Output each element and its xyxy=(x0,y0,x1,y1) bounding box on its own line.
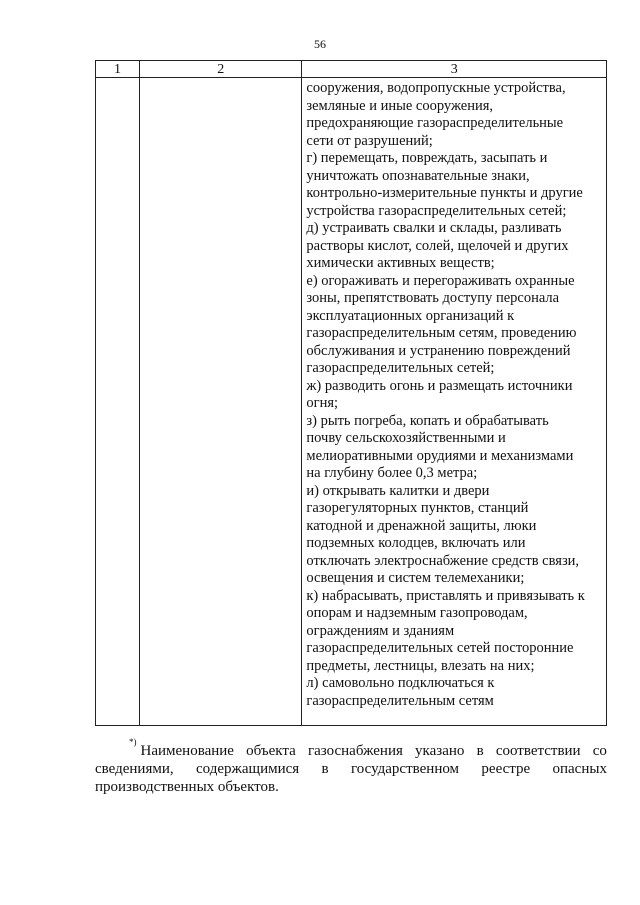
text-line: ограждениям и зданиям xyxy=(306,622,455,639)
footnote-word: со xyxy=(592,743,607,759)
text-line: газораспределительным сетям xyxy=(306,692,494,709)
text-line: сети от разрушений; xyxy=(306,132,433,149)
footnote-word: указано xyxy=(415,743,465,759)
text-line: з) рыть погреба, копать и обрабатывать xyxy=(306,412,549,429)
column-header-1: 1 xyxy=(96,61,140,78)
footnote-word: сведениями, xyxy=(95,761,174,777)
prohibitions-table xyxy=(95,60,607,726)
text-line: сооружения, водопропускные устройства, xyxy=(306,80,566,96)
text-line: устройства газораспределительных сетей; xyxy=(306,202,567,219)
text-line: к) набрасывать, приставлять и привязывать к xyxy=(306,587,585,604)
page-number: 56 xyxy=(314,37,326,51)
text-line: химически активных веществ; xyxy=(306,255,495,271)
text-line: е) огораживать и перегораживать охранные xyxy=(306,272,575,289)
footnote-word: содержащимися xyxy=(195,761,300,777)
text-line: контрольно-измерительные пункты и другие xyxy=(306,185,583,201)
footnote-word: реестре xyxy=(481,761,531,777)
text-line: и) открывать калитки и двери xyxy=(306,482,490,499)
footnote-word: Наименование xyxy=(140,743,234,759)
text-line: обслуживания и устранению повреждений xyxy=(306,342,571,359)
column-header-3: 3 xyxy=(302,61,607,78)
text-line: ж) разводить огонь и размещать источники xyxy=(306,377,573,394)
text-line: катодной и дренажной защиты, люки xyxy=(306,517,537,534)
footnote-word: в xyxy=(476,743,484,759)
footnote-line-1-words xyxy=(141,742,608,760)
column-3-cell xyxy=(302,78,607,726)
footnote-word: объекта xyxy=(246,743,296,759)
footnote-word: в xyxy=(321,761,329,777)
column-header-2: 2 xyxy=(140,61,302,78)
footnote-word: государственном xyxy=(350,761,460,777)
text-line: растворы кислот, солей, щелочей и других xyxy=(306,237,569,254)
text-line: предметы, лестницы, влезать на них; xyxy=(306,657,535,674)
text-line: мелиоративными орудиями и механизмами xyxy=(306,447,574,464)
footnote-line-1 xyxy=(95,737,607,760)
footnote-mark: *) xyxy=(129,737,137,747)
footnote xyxy=(95,737,607,796)
text-line: земляные и иные сооружения, xyxy=(306,97,494,114)
text-line: огня; xyxy=(306,395,339,411)
text-line: подземных колодцев, включать или xyxy=(306,535,526,551)
footnote-line-2 xyxy=(95,760,607,778)
column-1-cell xyxy=(96,78,140,726)
table-row xyxy=(96,78,607,726)
footnote-word: опасных xyxy=(552,761,607,777)
footnote-word: соответствии xyxy=(495,743,581,759)
text-line: зоны, препятствовать доступу персонала xyxy=(306,290,560,306)
text-line: почву сельскохозяйственными и xyxy=(306,430,506,446)
text-line: опорам и надземным газопроводам, xyxy=(306,605,528,621)
text-line: освещения и систем телемеханики; xyxy=(306,570,525,586)
footnote-word: газоснабжения xyxy=(307,743,403,759)
text-line: газораспределительных сетей; xyxy=(306,360,495,376)
text-line: д) устраивать свалки и склады, разливать xyxy=(306,220,562,236)
footnote-line-3: производственных объектов. xyxy=(95,779,279,795)
text-line: предохраняющие газораспределительные xyxy=(306,115,564,131)
column-2-cell xyxy=(140,78,302,726)
text-line: газорегуляторных пунктов, станций xyxy=(306,500,529,516)
text-line: г) перемещать, повреждать, засыпать и xyxy=(306,150,548,166)
text-line: эксплуатационных организаций к xyxy=(306,307,515,324)
text-line: на глубину более 0,3 метра; xyxy=(306,465,478,481)
text-line: л) самовольно подключаться к xyxy=(306,675,495,691)
text-line: отключать электроснабжение средств связи, xyxy=(306,552,580,569)
text-line: уничтожать опознавательные знаки, xyxy=(306,167,530,184)
text-line: газораспределительных сетей посторонние xyxy=(306,640,574,656)
text-line: газораспределительным сетям, проведению xyxy=(306,325,577,341)
table-header-row xyxy=(96,61,607,78)
